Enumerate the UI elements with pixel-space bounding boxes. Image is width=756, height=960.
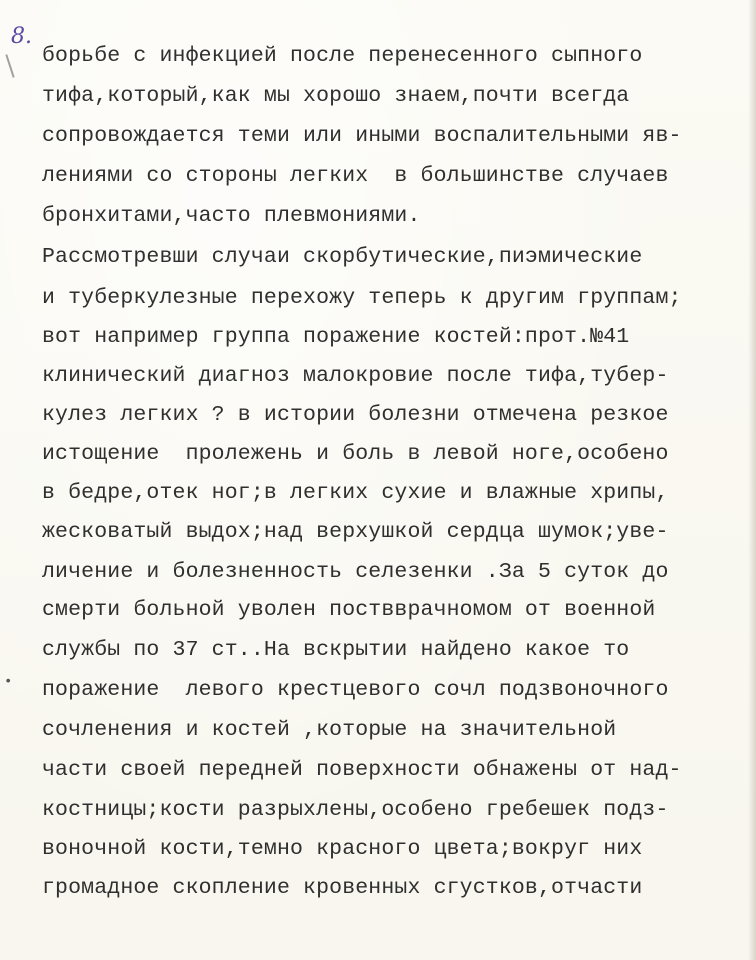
page-number: 8.: [11, 24, 32, 49]
text-line-22: громадное скопление кровенных сгустков,отчасти: [42, 876, 643, 900]
text-line-13: жесковатый выдох;над верхушкой сердца шумок;уве-: [42, 520, 669, 544]
text-line-4: лениями со стороны легких в большинстве случаев: [42, 164, 669, 188]
text-line-18: сочленения и костей ,которые на значительной: [42, 718, 617, 742]
page-edge-shadow: [748, 0, 756, 960]
text-line-19: части своей передней поверхности обнажены от над-: [42, 758, 682, 782]
text-line-11: истощение пролежень и боль в левой ноге,особено: [42, 442, 669, 466]
text-line-14: личение и болезненность селезенки .За 5 суток до: [42, 560, 669, 584]
text-line-8: вот например группа поражение костей:прот.№41: [42, 325, 630, 349]
margin-dot-mark: •: [4, 674, 13, 690]
text-line-15: смерти больной уволен поствврачномом от военной: [42, 598, 656, 622]
text-line-20: костницы;кости разрыхлены,особено гребешек подз-: [42, 798, 669, 822]
text-line-21: воночной кости,темно красного цвета;вокруг них: [42, 837, 643, 861]
text-line-2: тифа,который,как мы хорошо знаем,почти всегда: [42, 84, 630, 108]
text-line-7: и туберкулезные перехожу теперь к другим группам;: [42, 286, 682, 310]
text-line-12: в бедре,отек ног;в легких сухие и влажные хрипы,: [42, 481, 669, 505]
text-line-16: службы по 37 ст..На вскрытии найдено какое то: [42, 638, 630, 662]
text-line-9: клинический диагноз малокровие после тифа,тубер-: [42, 364, 669, 388]
text-line-10: кулез легких ? в истории болезни отмечена резкое: [42, 403, 669, 427]
text-line-6: Рассмотревши случаи скорбутические,пиэмические: [42, 245, 643, 269]
margin-tick-mark: [5, 54, 14, 77]
text-line-5: бронхитами,часто плевмониями.: [42, 204, 421, 228]
text-line-1: борьбе с инфекцией после перенесенного сыпного: [42, 44, 643, 68]
text-line-3: сопровождается теми или иными воспалительными яв-: [42, 124, 682, 148]
text-line-17: поражение левого крестцевого сочл подзвоночного: [42, 678, 669, 702]
